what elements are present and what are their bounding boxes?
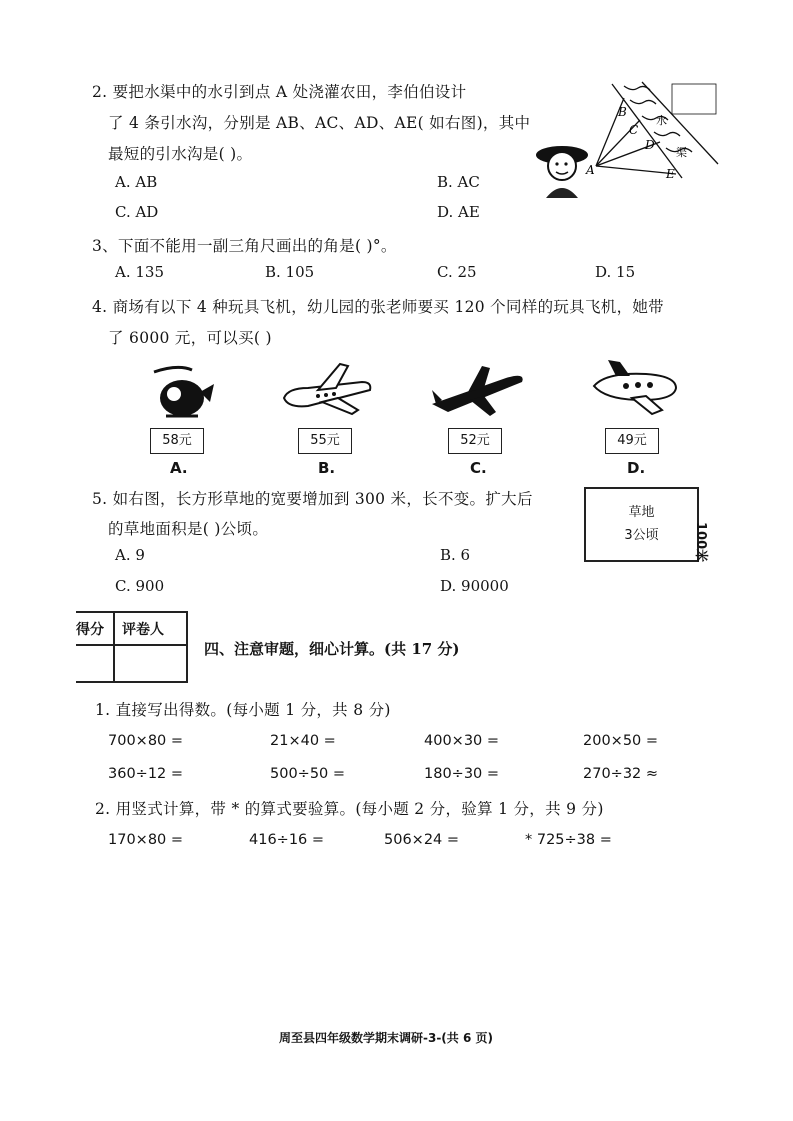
plane-label-a: A.	[170, 459, 188, 477]
canal-label-water: 水	[656, 114, 667, 127]
q3-line1: 3、下面不能用一副三角尺画出的角是( )°。	[92, 237, 397, 255]
point-d-label: D	[645, 138, 655, 152]
grass-area: 3公顷	[624, 528, 659, 543]
q4-line1: 4. 商场有以下 4 种玩具飞机，幼儿园的张老师要买 120 个同样的玩具飞机，她带	[92, 298, 664, 316]
grass-rectangle	[584, 487, 699, 562]
q2-line2: 了 4 条引水沟，分别是 AB、AC、AD、AE( 如右图)，其中	[108, 114, 531, 132]
point-b-label: B	[618, 105, 627, 119]
calc-2-1: 360÷12 =	[108, 766, 184, 782]
grass-width-label: 100米	[693, 522, 708, 563]
price-tag-c: 52元	[448, 428, 502, 454]
q2-option-d: D. AE	[437, 203, 480, 221]
grass-title: 草地	[628, 505, 655, 520]
calc-1-4: 200×50 =	[583, 733, 659, 749]
part1-title: 1. 直接写出得数。(每小题 1 分，共 8 分)	[95, 701, 391, 719]
jet-image	[428, 360, 528, 422]
plane-label-d: D.	[627, 459, 646, 477]
calc-2-4: 270÷32 ≈	[583, 766, 659, 782]
q5-option-a: A. 9	[115, 546, 145, 564]
calc-1-1: 700×80 =	[108, 733, 184, 749]
canal-label-channel: 渠	[676, 146, 687, 159]
airliner-image	[278, 358, 376, 420]
price-tag-a: 58元	[150, 428, 204, 454]
vertical-calc-2: 416÷16 =	[249, 832, 325, 848]
calc-2-3: 180÷30 =	[424, 766, 500, 782]
calc-1-3: 400×30 =	[424, 733, 500, 749]
q3-option-b: B. 105	[265, 263, 315, 281]
q2-line1: 2. 要把水渠中的水引到点 A 处浇灌农田，李伯伯设计	[92, 83, 467, 101]
vertical-calc-4: * 725÷38 =	[525, 832, 612, 848]
part2-title: 2. 用竖式计算，带 * 的算式要验算。(每小题 2 分，验算 1 分，共 9 分)	[95, 800, 604, 818]
calc-2-2: 500÷50 =	[270, 766, 346, 782]
score-header: 得分	[76, 622, 104, 638]
price-tag-b: 55元	[298, 428, 352, 454]
price-tag-d: 49元	[605, 428, 659, 454]
q3-option-a: A. 135	[115, 263, 164, 281]
point-c-label: C	[629, 123, 639, 137]
canal-lines	[596, 82, 718, 178]
farmer-illustration	[536, 146, 588, 198]
score-table	[76, 611, 188, 683]
canal-figure	[532, 78, 722, 200]
page-footer: 周至县四年级数学期末调研-3-(共 6 页)	[279, 1031, 493, 1045]
helicopter-image	[148, 362, 218, 424]
q3-option-c: C. 25	[437, 263, 477, 281]
q3-option-d: D. 15	[595, 263, 636, 281]
point-a-label: A	[586, 163, 595, 177]
q4-line2: 了 6000 元，可以买( )	[108, 329, 272, 347]
calc-1-2: 21×40 =	[270, 733, 336, 749]
q2-line3: 最短的引水沟是( )。	[108, 145, 253, 163]
grader-header: 评卷人	[122, 622, 164, 638]
q5-line1: 5. 如右图，长方形草地的宽要增加到 300 米，长不变。扩大后	[92, 490, 533, 508]
vertical-calc-3: 506×24 =	[384, 832, 460, 848]
q5-option-c: C. 900	[115, 577, 165, 595]
q5-line2: 的草地面积是( )公顷。	[108, 520, 269, 538]
q2-option-b: B. AC	[437, 173, 480, 191]
q2-option-a: A. AB	[115, 173, 158, 191]
q2-option-c: C. AD	[115, 203, 159, 221]
plane-label-b: B.	[318, 459, 336, 477]
plane-label-c: C.	[470, 459, 487, 477]
vertical-calc-1: 170×80 =	[108, 832, 184, 848]
section4-title: 四、注意审题，细心计算。(共 17 分)	[204, 640, 460, 658]
point-e-label: E	[666, 167, 675, 181]
cartoon-plane-image	[586, 356, 682, 418]
q5-option-d: D. 90000	[440, 577, 509, 595]
q5-option-b: B. 6	[440, 546, 471, 564]
